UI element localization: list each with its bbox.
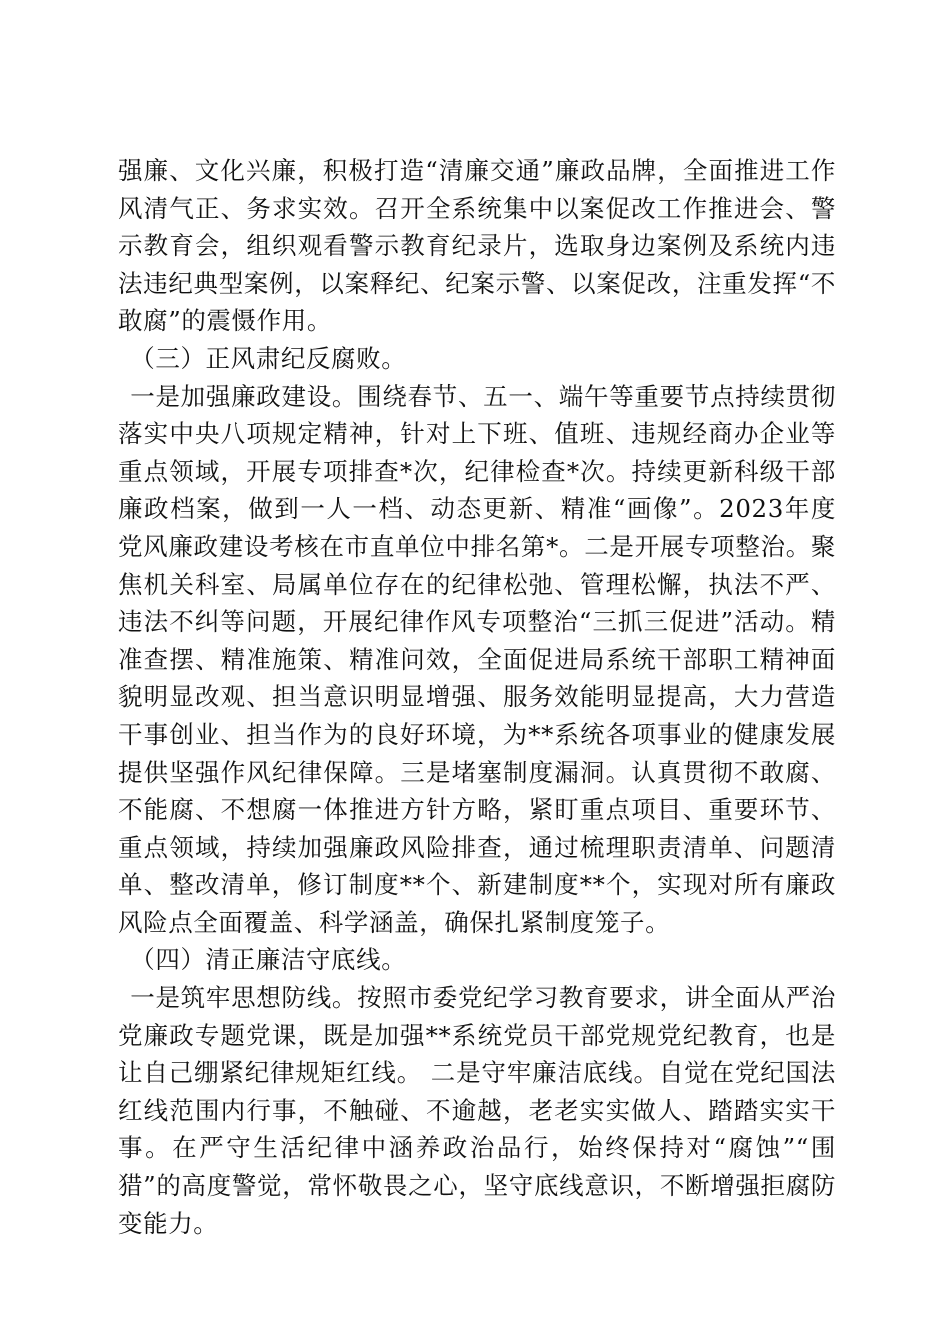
paragraph-section-3: 一是加强廉政建设。围绕春节、五一、端午等重要节点持续贯彻落实中央八项规定精神，针对上下班、值班、违规经商办企业等重点领域，开展专项排查*次，纪律检查*次。持续更新科级干部廉政档案，做到一人一档、动态更新、精准“画像”。2023年度党风廉政建设考核在市直单位中排名第*。二是开展专项整治。聚焦机关科室、局属单位存在的纪律松弛、管理松懈，执法不严、违法不纠等问题，开展纪律作风专项整治“三抓三促进”活动。精准查摆、精准施策、精准问效，全面促进局系统干部职工精神面貌明显改观、担当意识明显增强、服务效能明显提高，大力营造干事创业、担当作为的良好环境，为**系统各项事业的健康发展提供坚强作风纪律保障。三是堵塞制度漏洞。认真贯彻不敢腐、不能腐、不想腐一体推进方针方略，紧盯重点项目、重要环节、重点领域，持续加强廉政风险排查，通过梳理职责清单、问题清单、整改清单，修订制度**个、新建制度**个，实现对所有廉政风险点全面覆盖、科学涵盖，确保扎紧制度笼子。 (118, 381, 836, 937)
paragraph-section-4: 一是筑牢思想防线。按照市委党纪学习教育要求，讲全面从严治党廉政专题党课，既是加强**系统党员干部党规党纪教育，也是让自己绷紧纪律规矩红线。 二是守牢廉洁底线。自觉在党纪国法红线范围内行事，不触碰、不逾越，老老实实做人、踏踏实实干事。在严守生活纪律中涵养政治品行，始终保持对“腐蚀”“围猎”的高度警觉，常怀敬畏之心，坚守底线意识，不断增强拒腐防变能力。 (118, 983, 836, 1238)
section-heading-4: （四）清正廉洁守底线。 (130, 945, 407, 975)
section-heading-3: （三）正风肃纪反腐败。 (130, 343, 407, 373)
document-body (118, 152, 836, 1242)
paragraph-continuation: 强廉、文化兴廉，积极打造“清廉交通”廉政品牌，全面推进工作风清气正、务求实效。召开全系统集中以案促改工作推进会、警示教育会，组织观看警示教育纪录片，选取身边案例及系统内违法违纪典型案例，以案释纪、纪案示警、以案促改，注重发挥“不敢腐”的震慑作用。 (118, 156, 836, 336)
